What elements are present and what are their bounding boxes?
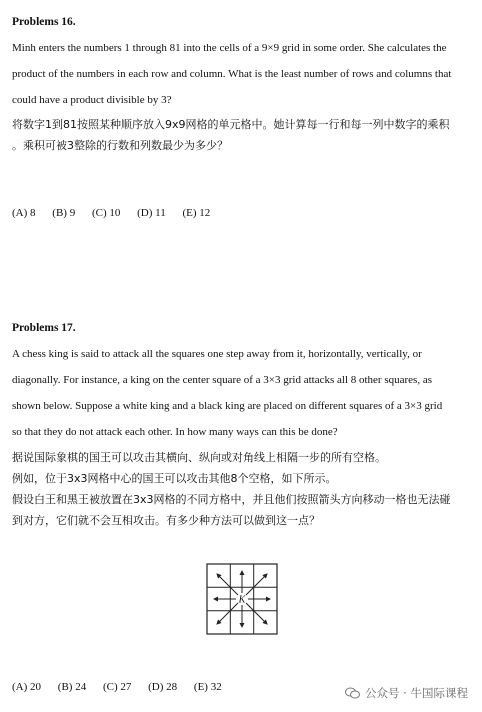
problem-17-english-line: A chess king is said to attack all the squares one step away from it, horizontally, vertically, or (12, 348, 422, 360)
problem-17-title: Problems 17. (12, 322, 76, 334)
problem-16-chinese-line: 。乘积可被3整除的行数和列数最少为多少？ (12, 139, 228, 152)
choice-e: (E) 32 (193, 681, 222, 693)
watermark-text: 公众号 · 牛国际课程 (365, 686, 468, 700)
choice-a: (A) 20 (12, 681, 42, 693)
king-grid-diagram (206, 563, 278, 635)
choice-d: (D) 11 (137, 207, 166, 219)
problem-16-english (12, 35, 456, 113)
problem-16-english-line: product of the numbers in each row and column. What is the least number of rows and columns that (12, 68, 452, 80)
choice-b: (B) 9 (52, 207, 76, 219)
arrow-up-left (217, 574, 238, 595)
problem-17-chinese-line: 到对方，它们就不会互相攻击。有多少种方法可以做到这一点？ (12, 514, 320, 527)
choice-c: (C) 27 (102, 681, 132, 693)
problem-17-chinese-line: 例如，位于3x3网格中心的国王可以攻击其他8个空格，如下所示。 (12, 472, 337, 485)
problem-16-chinese-line: 将数字1到81按照某种顺序放入9x9网格的单元格中。她计算每一行和每一列中数字的乘积 (12, 118, 450, 131)
king-label: K (238, 594, 246, 606)
arrow-down-right (246, 603, 267, 624)
problem-17-chinese (12, 447, 462, 531)
problem-16-english-line: Minh enters the numbers 1 through 81 into the cells of a 9×9 grid in some order. She calculates the (12, 42, 447, 54)
arrow-down-left (217, 603, 238, 624)
problem-17-english-line: so that they do not attack each other. In how many ways can this be done? (12, 426, 338, 438)
wechat-icon (345, 687, 360, 699)
king-attack-figure (206, 563, 278, 635)
problem-17-english (12, 341, 456, 445)
problem-17-chinese-line: 假设白王和黑王被放置在3x3网格的不同方格中，并且他们按照箭头方向移动一格也无法碰 (12, 493, 451, 506)
arrow-up-right (246, 574, 267, 595)
problem-17-choices (12, 681, 236, 693)
problem-16-english-line: could have a product divisible by 3? (12, 94, 172, 106)
choice-e: (E) 12 (182, 207, 211, 219)
watermark (345, 685, 468, 701)
problem-16-chinese (12, 114, 462, 156)
choice-b: (B) 24 (57, 681, 87, 693)
problem-16-title: Problems 16. (12, 16, 76, 28)
problem-17-chinese-line: 据说国际象棋的国王可以攻击其横向、纵向或对角线上相隔一步的所有空格。 (12, 451, 386, 464)
problem-16-choices (12, 207, 224, 219)
choice-d: (D) 28 (148, 681, 178, 693)
problem-17-english-line: shown below. Suppose a white king and a black king are placed on different squares of a 3×3 grid (12, 400, 443, 412)
choice-c: (C) 10 (91, 207, 121, 219)
choice-a: (A) 8 (12, 207, 36, 219)
problem-17-english-line: diagonally. For instance, a king on the center square of a 3×3 grid attacks all 8 other squares, as (12, 374, 432, 386)
